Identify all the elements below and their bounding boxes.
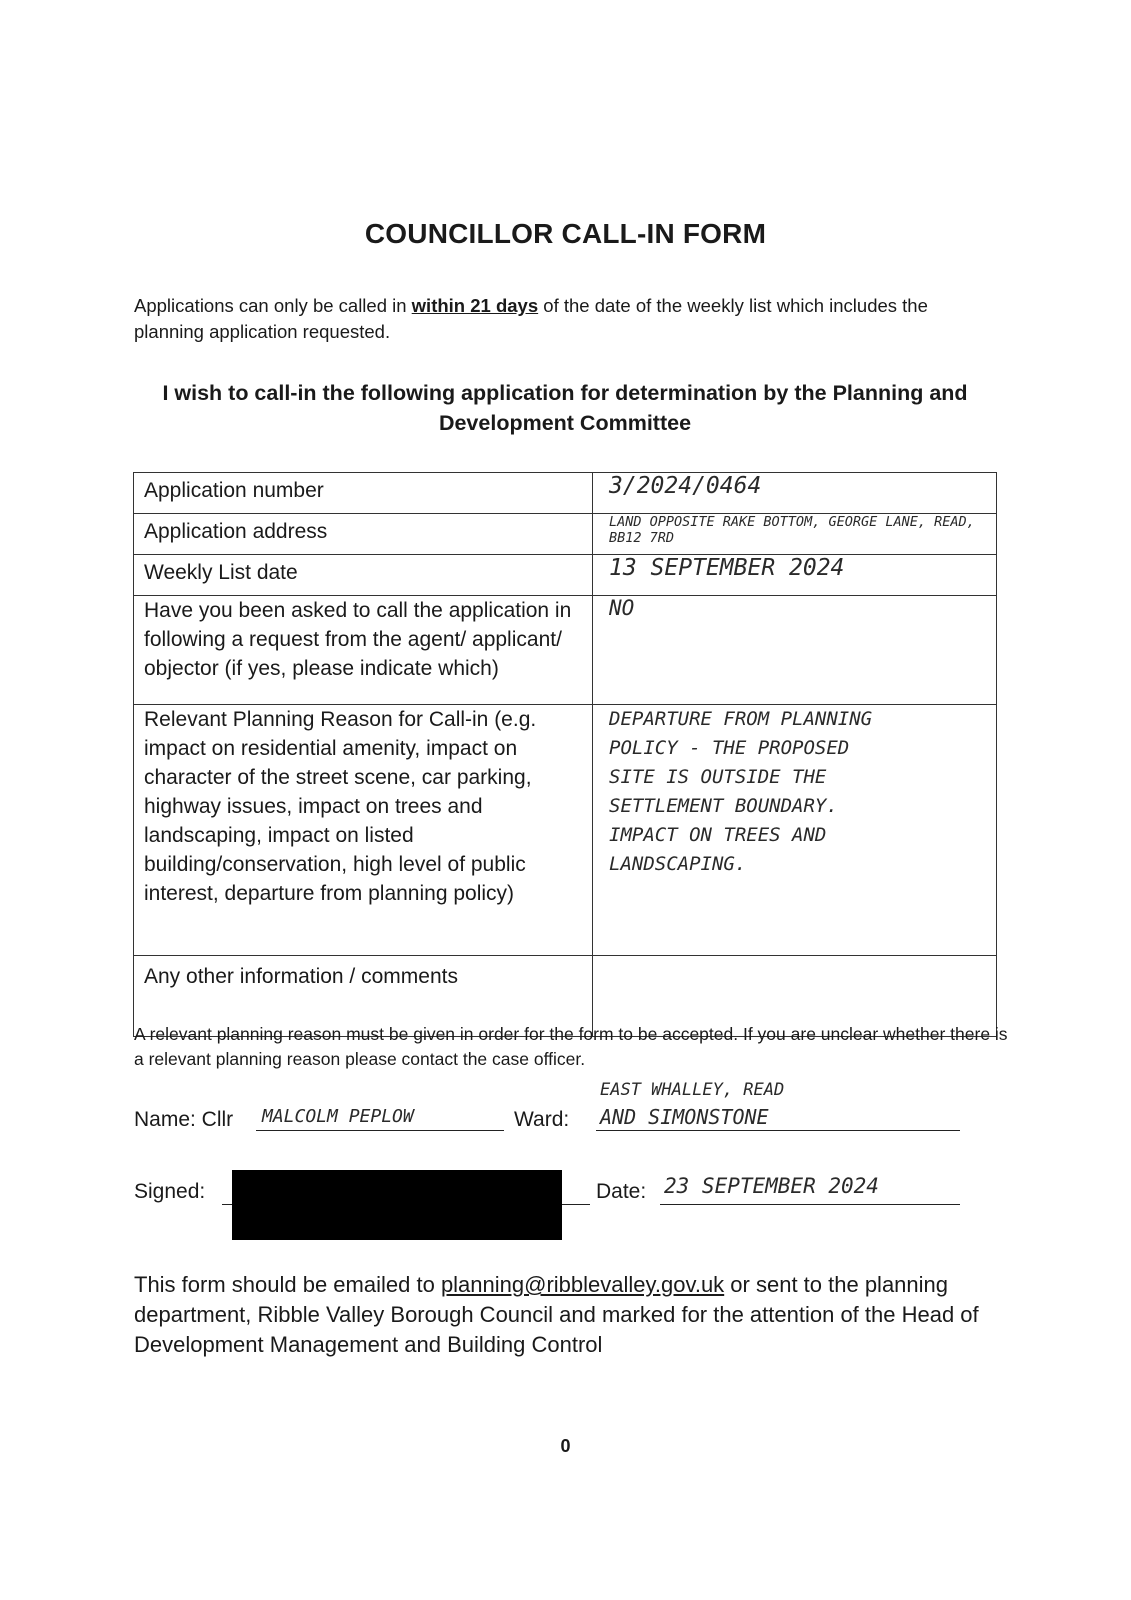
table-row bbox=[134, 514, 997, 555]
page-number: 0 bbox=[560, 1436, 571, 1456]
ward-label: Ward: bbox=[514, 1108, 570, 1131]
redacted-signature bbox=[232, 1170, 562, 1240]
table-row bbox=[134, 705, 997, 956]
ward-underline bbox=[596, 1130, 960, 1131]
submission-instructions bbox=[134, 1270, 1014, 1360]
intro-text-start: Applications can only be called in bbox=[134, 295, 412, 316]
planning-reason-field[interactable]: DEPARTURE FROM PLANNING POLICY - THE PROPOSED SITE IS OUTSIDE THE SETTLEMENT BOUNDARY. IMPACT ON TREES AND LANDSCAPING. bbox=[593, 705, 997, 956]
row-label: Application address bbox=[134, 514, 593, 555]
ward-field[interactable]: AND SIMONSTONE bbox=[600, 1105, 769, 1129]
row-label: Any other information / comments bbox=[134, 956, 593, 1037]
date-label: Date: bbox=[596, 1180, 647, 1203]
planning-email-link[interactable]: planning@ribblevalley.gov.uk bbox=[440, 1272, 725, 1297]
signed-label: Signed: bbox=[134, 1180, 206, 1203]
weekly-list-date-field[interactable]: 13 SEPTEMBER 2024 bbox=[593, 555, 997, 596]
form-title: COUNCILLOR CALL-IN FORM bbox=[364, 218, 767, 249]
date-underline bbox=[660, 1204, 960, 1205]
table-row bbox=[134, 596, 997, 705]
application-number-field[interactable]: 3/2024/0464 bbox=[593, 473, 997, 514]
call-in-table bbox=[133, 472, 997, 1037]
name-label: Name: Cllr bbox=[134, 1108, 234, 1131]
name-field[interactable]: MALCOLM PEPLOW bbox=[262, 1106, 414, 1127]
row-label: Application number bbox=[134, 473, 593, 514]
intro-paragraph bbox=[134, 293, 964, 345]
row-label: Weekly List date bbox=[134, 555, 593, 596]
call-in-heading: I wish to call-in the following application for determination by the Planning and Development Committee bbox=[162, 381, 968, 435]
application-address-field[interactable]: LAND OPPOSITE RAKE BOTTOM, GEORGE LANE, READ, BB12 7RD bbox=[593, 514, 997, 555]
date-field[interactable]: 23 SEPTEMBER 2024 bbox=[664, 1174, 879, 1198]
table-row bbox=[134, 555, 997, 596]
table-row bbox=[134, 473, 997, 514]
intro-deadline: within 21 days bbox=[411, 295, 539, 316]
footer-text-start: This form should be emailed to bbox=[134, 1272, 441, 1297]
footer-text-end: or sent to the planning department, Ribble Valley Borough Council and marked for the attention of the Head of Development Management and Building Control bbox=[134, 1272, 979, 1357]
ward-line-1: EAST WHALLEY, READ bbox=[600, 1080, 785, 1100]
intro-text-end: of the date of the weekly list which includes the planning application requested. bbox=[134, 295, 928, 342]
name-underline bbox=[256, 1130, 504, 1131]
requirement-note: A relevant planning reason must be given in order for the form to be accepted. If you are unclear whether there is a relevant planning reason please contact the case officer. bbox=[134, 1024, 1008, 1069]
request-source-field[interactable]: NO bbox=[593, 596, 997, 705]
row-label: Have you been asked to call the application in following a request from the agent/ applicant/ objector (if yes, please indicate which) bbox=[134, 596, 593, 705]
row-label: Relevant Planning Reason for Call-in (e.g. impact on residential amenity, impact on character of the street scene, car parking, highway issues, impact on trees and landscaping, impact on listed building/conservation, high level of public interest, departure from planning policy) bbox=[134, 705, 593, 956]
